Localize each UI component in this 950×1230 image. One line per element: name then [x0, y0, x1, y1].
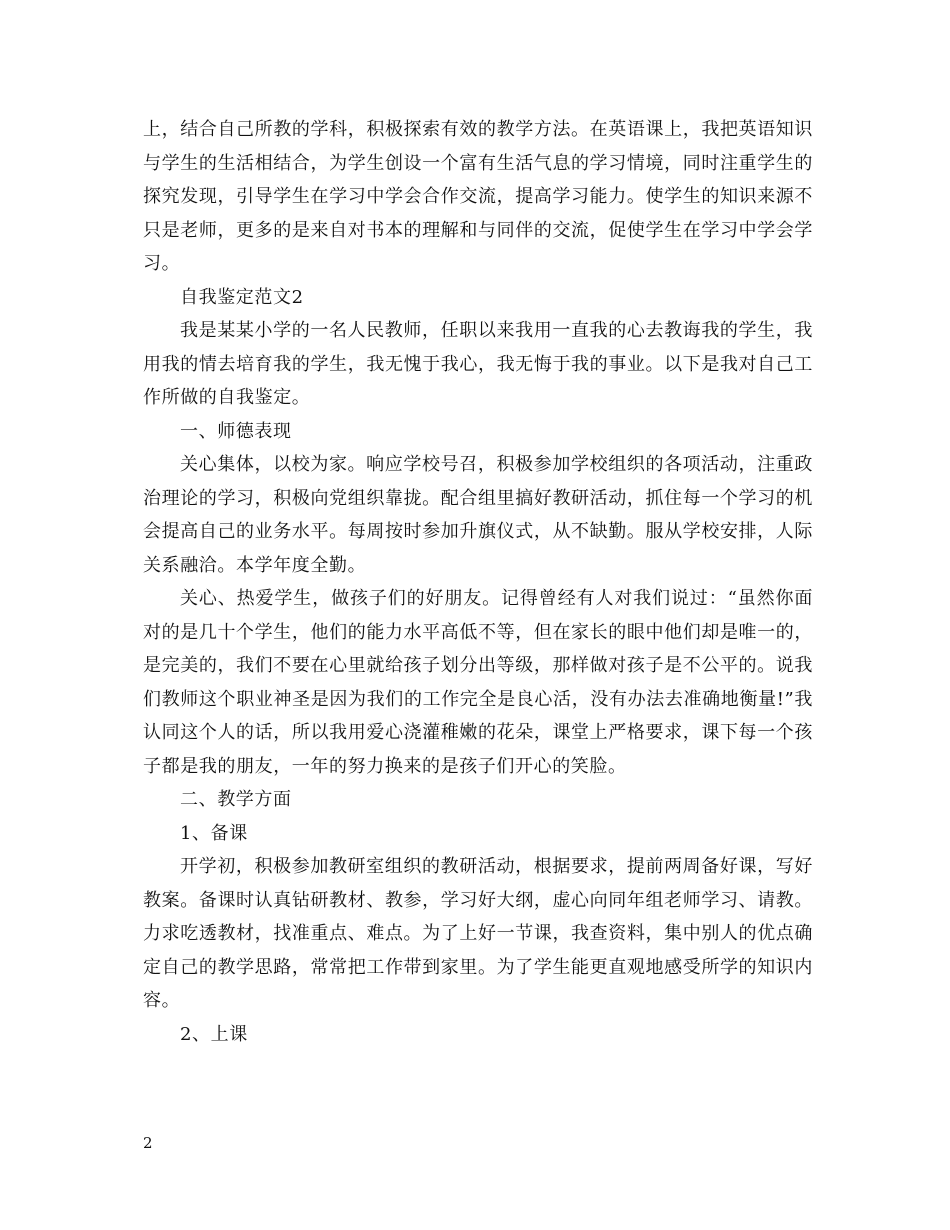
heading-teaching: 二、教学方面	[180, 789, 292, 810]
document-body	[143, 113, 813, 1051]
paragraph-intro: 我是某某小学的一名人民教师，任职以来我用一直我的心去教诲我的学生，我用我的情去培育我的学生，我无愧于我心，我无悔于我的事业。以下是我对自己工作所做的自我鉴定。	[143, 320, 813, 408]
subheading-lesson-prep: 1、备课	[180, 822, 248, 844]
section-title-sample-2: 自我鉴定范文2	[180, 286, 304, 308]
subheading-class: 2、上课	[180, 1023, 248, 1045]
paragraph-continuation: 上，结合自己所教的学科，积极探索有效的教学方法。在英语课上，我把英语知识与学生的生活相结合，为学生创设一个富有生活气息的学习情境，同时注重学生的探究发现，引导学生在学习中学会合作交流，提高学习能力。使学生的知识来源不只是老师，更多的是来自对书本的理解和与同伴的交流，促使学生在学习中学会学习。	[143, 119, 813, 274]
paragraph-care-students: 关心、热爱学生，做孩子们的好朋友。记得曾经有人对我们说过：“虽然你面对的是几十个学生，他们的能力水平高低不等，但在家长的眼中他们却是唯一的，是完美的，我们不要在心里就给孩子划分出等级，那样做对孩子是不公平的。说我们教师这个职业神圣是因为我们的工作完全是良心活，没有办法去准确地衡量!”我认同这个人的话，所以我用爱心浇灌稚嫩的花朵，课堂上严格要求，课下每一个孩子都是我的朋友，一年的努力换来的是孩子们开心的笑脸。	[143, 588, 813, 777]
paragraph-lesson-prep: 开学初，积极参加教研室组织的教研活动，根据要求，提前两周备好课，写好教案。备课时认真钻研教材、教参，学习好大纲，虚心向同年组老师学习、请教。力求吃透教材，找准重点、难点。为了上好一节课，我查资料，集中别人的优点确定自己的教学思路，常常把工作带到家里。为了学生能更直观地感受所学的知识内容。	[143, 856, 813, 1011]
page-number: 2	[143, 1134, 153, 1152]
paragraph-collective: 关心集体，以校为家。响应学校号召，积极参加学校组织的各项活动，注重政治理论的学习，积极向党组织靠拢。配合组里搞好教研活动，抓住每一个学习的机会提高自己的业务水平。每周按时参加升旗仪式，从不缺勤。服从学校安排，人际关系融洽。本学年度全勤。	[143, 454, 813, 576]
heading-teacher-ethics: 一、师德表现	[180, 420, 292, 442]
